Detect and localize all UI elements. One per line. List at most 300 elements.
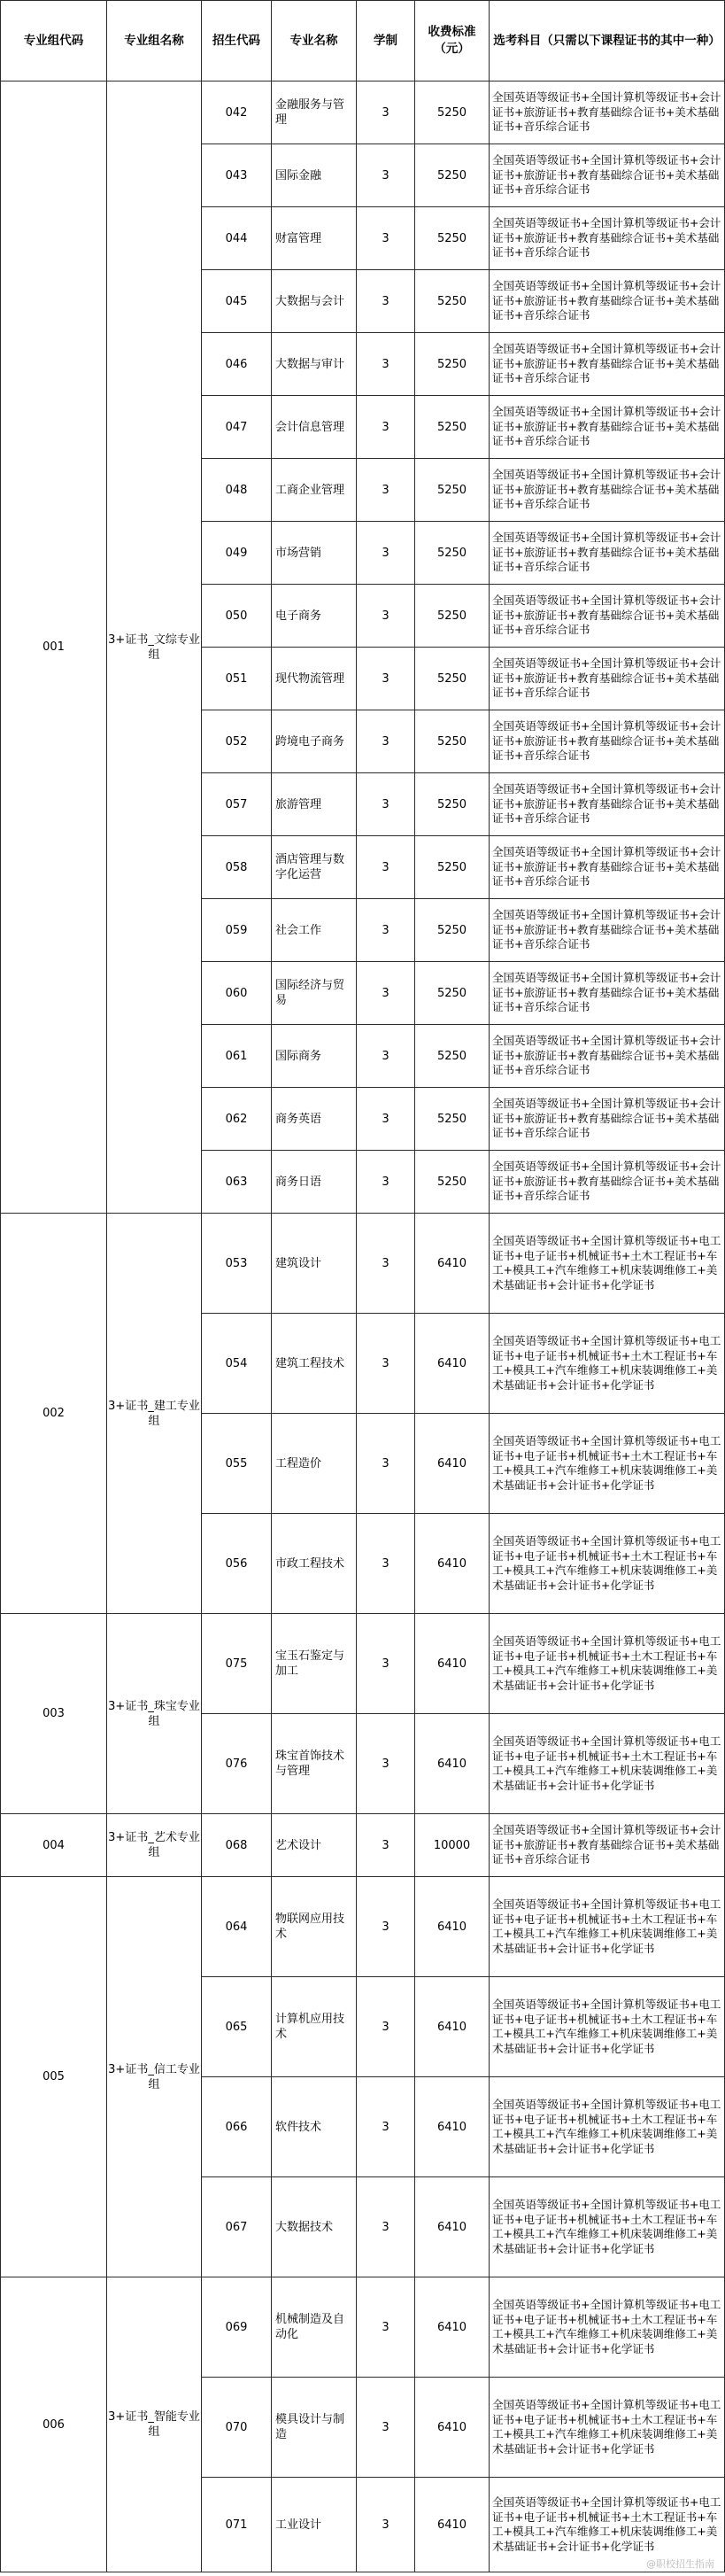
major-name-cell-text: 现代物流管理	[275, 671, 345, 686]
group-name-cell-text: 3+证书_信工专业组	[108, 2062, 200, 2091]
major-name-cell-text: 商务英语	[275, 1112, 322, 1126]
major-name-cell	[272, 773, 357, 836]
major-name-cell-text: 国际商务	[275, 1049, 322, 1063]
fee-cell-text: 5250	[436, 294, 467, 308]
subjects-cell	[490, 2177, 725, 2277]
major-name-cell	[272, 836, 357, 899]
subjects-cell-text: 全国英语等级证书+全国计算机等级证书+会计证书+旅游证书+教育基础综合证书+美术基础证书+音乐综合证书	[492, 405, 721, 448]
group-name-cell	[107, 1214, 202, 1614]
subjects-cell-text: 全国英语等级证书+全国计算机等级证书+会计证书+旅游证书+教育基础综合证书+美术基础证书+音乐综合证书	[492, 1034, 721, 1077]
subjects-cell-text: 全国英语等级证书+全国计算机等级证书+会计证书+旅游证书+教育基础综合证书+美术基础证书+音乐综合证书	[492, 279, 721, 322]
group-code-cell-text: 001	[42, 640, 65, 654]
major-code-cell-text: 044	[225, 231, 248, 245]
fee-cell-text: 6410	[436, 1757, 467, 1771]
subjects-cell	[490, 1151, 725, 1214]
duration-cell-text: 3	[382, 1456, 389, 1470]
subjects-cell	[490, 1614, 725, 1714]
subjects-cell-text: 全国英语等级证书+全国计算机等级证书+电工证书+电子证书+机械证书+土木工程证书+车工+模具工+汽车维修工+机床装调维修工+美术基础证书+会计证书+化学证书	[492, 1434, 721, 1492]
major-code-cell-text: 053	[225, 1256, 248, 1270]
fee-cell	[415, 648, 490, 710]
fee-cell-text: 5250	[436, 734, 467, 749]
fee-cell	[415, 1314, 490, 1414]
major-code-cell	[202, 2478, 272, 2572]
group-code-cell-text: 002	[42, 1407, 65, 1420]
subjects-cell	[490, 648, 725, 710]
fee-cell	[415, 1714, 490, 1814]
duration-cell	[357, 1877, 415, 1977]
duration-cell-text: 3	[382, 2120, 389, 2134]
group-name-cell	[107, 1814, 202, 1877]
header-duration-text: 学制	[374, 33, 397, 48]
duration-cell-text: 3	[382, 1356, 389, 1370]
fee-cell	[415, 2177, 490, 2277]
major-name-cell	[272, 2378, 357, 2478]
fee-cell-text: 5250	[436, 483, 467, 497]
subjects-cell-text: 全国英语等级证书+全国计算机等级证书+电工证书+电子证书+机械证书+土木工程证书+车工+模具工+汽车维修工+机床装调维修工+美术基础证书+会计证书+化学证书	[492, 1234, 721, 1292]
subjects-cell-text: 全国英语等级证书+全国计算机等级证书+会计证书+旅游证书+教育基础综合证书+美术基础证书+音乐综合证书	[492, 782, 721, 826]
fee-cell	[415, 207, 490, 270]
major-name-cell-text: 宝玉石鉴定与加工	[275, 1649, 345, 1678]
group-code-cell	[0, 1814, 107, 1877]
major-code-cell	[202, 144, 272, 207]
major-name-cell	[272, 459, 357, 522]
major-code-cell	[202, 1414, 272, 1514]
fee-cell-text: 6410	[436, 1556, 467, 1571]
fee-cell-text: 5250	[436, 231, 467, 245]
subjects-cell	[490, 333, 725, 396]
major-code-cell-text: 061	[225, 1049, 248, 1063]
subjects-cell-text: 全国英语等级证书+全国计算机等级证书+会计证书+旅游证书+教育基础综合证书+美术基础证书+音乐综合证书	[492, 656, 721, 700]
major-name-cell-text: 大数据与会计	[275, 294, 345, 308]
group-code-cell	[0, 1877, 107, 2277]
duration-cell	[357, 270, 415, 333]
major-name-cell	[272, 2077, 357, 2177]
subjects-cell-text: 全国英语等级证书+全国计算机等级证书+会计证书+旅游证书+教育基础综合证书+美术基础证书+音乐综合证书	[492, 908, 721, 951]
fee-cell	[415, 1414, 490, 1514]
duration-cell-text: 3	[382, 1757, 389, 1771]
fee-cell-text: 6410	[436, 2518, 467, 2532]
major-name-cell-text: 建筑工程技术	[275, 1356, 345, 1370]
major-name-cell	[272, 396, 357, 459]
header-duration	[357, 0, 415, 81]
duration-cell	[357, 1614, 415, 1714]
major-name-cell	[272, 899, 357, 962]
duration-cell-text: 3	[382, 923, 389, 937]
subjects-cell-text: 全国英语等级证书+全国计算机等级证书+电工证书+电子证书+机械证书+土木工程证书+车工+模具工+汽车维修工+机床装调维修工+美术基础证书+会计证书+化学证书	[492, 2398, 721, 2456]
subjects-cell	[490, 962, 725, 1025]
major-name-cell	[272, 522, 357, 585]
fee-cell-text: 5250	[436, 923, 467, 937]
group-code-cell	[0, 1614, 107, 1814]
subjects-cell	[490, 522, 725, 585]
duration-cell-text: 3	[382, 483, 389, 497]
fee-cell-text: 5250	[436, 1112, 467, 1126]
subjects-cell-text: 全国英语等级证书+全国计算机等级证书+电工证书+电子证书+机械证书+土木工程证书+车工+模具工+汽车维修工+机床装调维修工+美术基础证书+会计证书+化学证书	[492, 2495, 721, 2553]
major-name-cell-text: 珠宝首饰技术与管理	[275, 1750, 345, 1778]
fee-cell	[415, 2378, 490, 2478]
major-code-cell	[202, 2378, 272, 2478]
major-name-cell	[272, 585, 357, 648]
duration-cell-text: 3	[382, 2220, 389, 2234]
major-code-cell	[202, 270, 272, 333]
duration-cell-text: 3	[382, 986, 389, 1000]
fee-cell	[415, 2277, 490, 2378]
major-code-cell	[202, 710, 272, 773]
subjects-cell-text: 全国英语等级证书+全国计算机等级证书+会计证书+旅游证书+教育基础综合证书+美术基础证书+音乐综合证书	[492, 1097, 721, 1140]
duration-cell-text: 3	[382, 1920, 389, 1934]
subjects-cell	[490, 2378, 725, 2478]
major-code-cell	[202, 396, 272, 459]
major-name-cell-text: 市政工程技术	[275, 1556, 345, 1571]
duration-cell-text: 3	[382, 797, 389, 811]
duration-cell-text: 3	[382, 1175, 389, 1189]
fee-cell	[415, 1088, 490, 1151]
duration-cell	[357, 1714, 415, 1814]
fee-cell	[415, 585, 490, 648]
major-code-cell	[202, 1025, 272, 1088]
duration-cell-text: 3	[382, 1256, 389, 1270]
subjects-cell-text: 全国英语等级证书+全国计算机等级证书+会计证书+旅游证书+教育基础综合证书+美术基础证书+音乐综合证书	[492, 342, 721, 385]
fee-cell-text: 6410	[436, 2020, 467, 2034]
major-name-cell-text: 商务日语	[275, 1175, 322, 1189]
group-name-cell	[107, 2277, 202, 2572]
major-code-cell	[202, 1088, 272, 1151]
major-code-cell-text: 046	[225, 357, 248, 371]
subjects-cell-text: 全国英语等级证书+全国计算机等级证书+电工证书+电子证书+机械证书+土木工程证书+车工+模具工+汽车维修工+机床装调维修工+美术基础证书+会计证书+化学证书	[492, 1897, 721, 1955]
subjects-cell-text: 全国英语等级证书+全国计算机等级证书+电工证书+电子证书+机械证书+土木工程证书+车工+模具工+汽车维修工+机床装调维修工+美术基础证书+会计证书+化学证书	[492, 2198, 721, 2255]
fee-cell	[415, 270, 490, 333]
fee-cell	[415, 522, 490, 585]
duration-cell	[357, 1514, 415, 1614]
major-name-cell-text: 财富管理	[275, 231, 322, 245]
duration-cell	[357, 2378, 415, 2478]
duration-cell-text: 3	[382, 2420, 389, 2434]
subjects-cell	[490, 899, 725, 962]
subjects-cell-text: 全国英语等级证书+全国计算机等级证书+电工证书+电子证书+机械证书+土木工程证书+车工+模具工+汽车维修工+机床装调维修工+美术基础证书+会计证书+化学证书	[492, 2098, 721, 2155]
group-name-cell-text: 3+证书_艺术专业组	[108, 1831, 200, 1859]
major-name-cell-text: 建筑设计	[275, 1256, 322, 1270]
group-name-cell-text: 3+证书_智能专业组	[108, 2410, 200, 2439]
duration-cell	[357, 2277, 415, 2378]
fee-cell	[415, 1814, 490, 1877]
fee-cell-text: 6410	[436, 2420, 467, 2434]
fee-cell-text: 5250	[436, 986, 467, 1000]
major-code-cell-text: 063	[225, 1175, 248, 1189]
major-code-cell	[202, 1214, 272, 1314]
major-name-cell	[272, 1614, 357, 1714]
subjects-cell-text: 全国英语等级证书+全国计算机等级证书+电工证书+电子证书+机械证书+土木工程证书+车工+模具工+汽车维修工+机床装调维修工+美术基础证书+会计证书+化学证书	[492, 1734, 721, 1792]
major-code-cell-text: 071	[225, 2518, 248, 2532]
fee-cell	[415, 144, 490, 207]
major-name-cell	[272, 207, 357, 270]
major-name-cell-text: 艺术设计	[275, 1838, 322, 1852]
major-code-cell-text: 047	[225, 420, 248, 434]
major-name-cell-text: 物联网应用技术	[275, 1913, 345, 1941]
fee-cell-text: 5250	[436, 168, 467, 182]
header-subjects-text: 选考科目（只需以下课程证书的其中一种）	[493, 33, 721, 48]
fee-cell-text: 5250	[436, 105, 467, 120]
subjects-cell	[490, 1414, 725, 1514]
major-code-cell	[202, 836, 272, 899]
duration-cell-text: 3	[382, 1556, 389, 1571]
major-code-cell-text: 062	[225, 1112, 248, 1126]
duration-cell	[357, 1088, 415, 1151]
major-code-cell-text: 058	[225, 860, 248, 874]
subjects-cell	[490, 836, 725, 899]
major-code-cell-text: 050	[225, 609, 248, 623]
header-major-text: 专业名称	[289, 33, 338, 48]
major-name-cell-text: 国际金融	[275, 168, 322, 182]
fee-cell	[415, 1614, 490, 1714]
duration-cell-text: 3	[382, 860, 389, 874]
subjects-cell	[490, 1314, 725, 1414]
duration-cell	[357, 459, 415, 522]
major-name-cell	[272, 270, 357, 333]
header-group-name-text: 专业组名称	[124, 33, 184, 48]
duration-cell	[357, 710, 415, 773]
fee-cell	[415, 1214, 490, 1314]
duration-cell	[357, 1814, 415, 1877]
major-name-cell	[272, 81, 357, 144]
subjects-cell-text: 全国英语等级证书+全国计算机等级证书+会计证书+旅游证书+教育基础综合证书+美术基础证书+音乐综合证书	[492, 216, 721, 260]
group-code-cell	[0, 81, 107, 1214]
header-fee-text: 收费标准（元）	[428, 25, 476, 56]
major-code-cell	[202, 1514, 272, 1614]
subjects-cell	[490, 459, 725, 522]
fee-cell-text: 5250	[436, 357, 467, 371]
major-name-cell	[272, 710, 357, 773]
subjects-cell	[490, 710, 725, 773]
duration-cell	[357, 333, 415, 396]
major-code-cell	[202, 1814, 272, 1877]
major-name-cell	[272, 1814, 357, 1877]
major-code-cell-text: 051	[225, 671, 248, 686]
major-code-cell	[202, 899, 272, 962]
duration-cell-text: 3	[382, 1049, 389, 1063]
group-code-cell-text: 005	[42, 2070, 65, 2083]
major-name-cell	[272, 962, 357, 1025]
major-code-cell	[202, 2177, 272, 2277]
fee-cell-text: 10000	[433, 1838, 471, 1852]
major-name-cell-text: 金融服务与管理	[275, 98, 345, 127]
header-group-code-text: 专业组代码	[23, 33, 84, 48]
subjects-cell-text: 全国英语等级证书+全国计算机等级证书+电工证书+电子证书+机械证书+土木工程证书+车工+模具工+汽车维修工+机床装调维修工+美术基础证书+会计证书+化学证书	[492, 1334, 721, 1392]
major-name-cell	[272, 1877, 357, 1977]
subjects-cell	[490, 2077, 725, 2177]
subjects-cell	[490, 1814, 725, 1877]
major-code-cell-text: 060	[225, 986, 248, 1000]
major-code-cell	[202, 2277, 272, 2378]
fee-cell	[415, 899, 490, 962]
duration-cell-text: 3	[382, 294, 389, 308]
duration-cell-text: 3	[382, 671, 389, 686]
duration-cell	[357, 2478, 415, 2572]
duration-cell-text: 3	[382, 2020, 389, 2034]
subjects-cell	[490, 144, 725, 207]
major-name-cell	[272, 1151, 357, 1214]
major-name-cell	[272, 2177, 357, 2277]
major-name-cell-text: 计算机应用技术	[275, 2013, 345, 2041]
group-code-cell	[0, 1214, 107, 1614]
group-name-cell-text: 3+证书_建工专业组	[108, 1399, 200, 1428]
major-code-cell	[202, 1314, 272, 1414]
subjects-cell	[490, 1025, 725, 1088]
fee-cell-text: 5250	[436, 546, 467, 560]
group-name-cell	[107, 1614, 202, 1814]
major-name-cell-text: 会计信息管理	[275, 420, 345, 434]
major-code-cell-text: 043	[225, 168, 248, 182]
subjects-cell	[490, 773, 725, 836]
major-name-cell	[272, 1414, 357, 1514]
major-code-cell-text: 045	[225, 294, 248, 308]
fee-cell	[415, 1514, 490, 1614]
major-code-cell-text: 052	[225, 734, 248, 749]
fee-cell-text: 6410	[436, 2320, 467, 2334]
subjects-cell	[490, 2277, 725, 2378]
subjects-cell	[490, 1088, 725, 1151]
duration-cell	[357, 899, 415, 962]
major-name-cell-text: 工程造价	[275, 1456, 322, 1470]
fee-cell	[415, 710, 490, 773]
major-name-cell	[272, 2478, 357, 2572]
major-name-cell	[272, 1088, 357, 1151]
duration-cell	[357, 81, 415, 144]
duration-cell	[357, 396, 415, 459]
major-name-cell	[272, 2277, 357, 2378]
fee-cell	[415, 2077, 490, 2177]
major-code-cell-text: 070	[225, 2420, 248, 2434]
fee-cell	[415, 81, 490, 144]
subjects-cell	[490, 396, 725, 459]
major-code-cell	[202, 773, 272, 836]
major-code-cell	[202, 1977, 272, 2077]
major-name-cell-text: 机械制造及自动化	[275, 2313, 345, 2341]
duration-cell	[357, 1414, 415, 1514]
duration-cell	[357, 836, 415, 899]
subjects-cell	[490, 81, 725, 144]
duration-cell	[357, 1025, 415, 1088]
subjects-cell	[490, 1214, 725, 1314]
fee-cell	[415, 1151, 490, 1214]
major-code-cell	[202, 1614, 272, 1714]
major-name-cell-text: 软件技术	[275, 2120, 322, 2134]
subjects-cell	[490, 1714, 725, 1814]
duration-cell-text: 3	[382, 420, 389, 434]
duration-cell	[357, 585, 415, 648]
fee-cell-text: 6410	[436, 1920, 467, 1934]
subjects-cell-text: 全国英语等级证书+全国计算机等级证书+电工证书+电子证书+机械证书+土木工程证书+车工+模具工+汽车维修工+机床装调维修工+美术基础证书+会计证书+化学证书	[492, 1634, 721, 1692]
duration-cell-text: 3	[382, 1657, 389, 1671]
major-name-cell-text: 电子商务	[275, 609, 322, 623]
major-code-cell-text: 056	[225, 1556, 248, 1571]
duration-cell	[357, 773, 415, 836]
major-name-cell	[272, 333, 357, 396]
major-name-cell	[272, 1025, 357, 1088]
major-name-cell	[272, 1714, 357, 1814]
subjects-cell	[490, 207, 725, 270]
major-code-cell	[202, 522, 272, 585]
duration-cell-text: 3	[382, 609, 389, 623]
subjects-cell	[490, 1514, 725, 1614]
fee-cell-text: 5250	[436, 860, 467, 874]
subjects-cell-text: 全国英语等级证书+全国计算机等级证书+会计证书+旅游证书+教育基础综合证书+美术基础证书+音乐综合证书	[492, 153, 721, 197]
duration-cell-text: 3	[382, 2320, 389, 2334]
major-name-cell-text: 酒店管理与数字化运营	[275, 853, 345, 881]
fee-cell-text: 5250	[436, 797, 467, 811]
duration-cell	[357, 1314, 415, 1414]
watermark-text: @职校招生指南	[646, 2558, 714, 2570]
duration-cell-text: 3	[382, 1112, 389, 1126]
subjects-cell-text: 全国英语等级证书+全国计算机等级证书+电工证书+电子证书+机械证书+土木工程证书+车工+模具工+汽车维修工+机床装调维修工+美术基础证书+会计证书+化学证书	[492, 2298, 721, 2355]
duration-cell	[357, 1214, 415, 1314]
major-code-cell-text: 069	[225, 2320, 248, 2334]
duration-cell	[357, 1151, 415, 1214]
header-code	[202, 0, 272, 81]
subjects-cell	[490, 1977, 725, 2077]
duration-cell-text: 3	[382, 734, 389, 749]
major-code-cell-text: 059	[225, 923, 248, 937]
major-code-cell-text: 049	[225, 546, 248, 560]
duration-cell	[357, 144, 415, 207]
major-code-cell	[202, 459, 272, 522]
major-name-cell-text: 模具设计与制造	[275, 2413, 345, 2441]
duration-cell	[357, 522, 415, 585]
subjects-cell-text: 全国英语等级证书+全国计算机等级证书+会计证书+旅游证书+教育基础综合证书+美术基础证书+音乐综合证书	[492, 531, 721, 574]
major-name-cell-text: 国际经济与贸易	[275, 979, 345, 1007]
duration-cell	[357, 207, 415, 270]
major-code-cell-text: 057	[225, 797, 248, 811]
major-code-cell-text: 076	[225, 1757, 248, 1771]
major-name-cell-text: 社会工作	[275, 923, 322, 937]
major-name-cell-text: 工商企业管理	[275, 483, 345, 497]
fee-cell	[415, 1877, 490, 1977]
subjects-cell	[490, 270, 725, 333]
major-code-cell-text: 064	[225, 1920, 248, 1934]
major-name-cell	[272, 1514, 357, 1614]
duration-cell	[357, 2077, 415, 2177]
major-code-cell-text: 066	[225, 2120, 248, 2134]
major-code-cell	[202, 207, 272, 270]
subjects-cell-text: 全国英语等级证书+全国计算机等级证书+电工证书+电子证书+机械证书+土木工程证书+车工+模具工+汽车维修工+机床装调维修工+美术基础证书+会计证书+化学证书	[492, 1534, 721, 1592]
subjects-cell-text: 全国英语等级证书+全国计算机等级证书+会计证书+旅游证书+教育基础综合证书+美术基础证书+音乐综合证书	[492, 1823, 721, 1866]
major-code-cell-text: 054	[225, 1356, 248, 1370]
header-code-text: 招生代码	[212, 33, 260, 48]
subjects-cell-text: 全国英语等级证书+全国计算机等级证书+电工证书+电子证书+机械证书+土木工程证书+车工+模具工+汽车维修工+机床装调维修工+美术基础证书+会计证书+化学证书	[492, 1998, 721, 2055]
duration-cell-text: 3	[382, 546, 389, 560]
major-code-cell-text: 075	[225, 1657, 248, 1671]
subjects-cell-text: 全国英语等级证书+全国计算机等级证书+会计证书+旅游证书+教育基础综合证书+美术基础证书+音乐综合证书	[492, 845, 721, 888]
fee-cell	[415, 836, 490, 899]
fee-cell	[415, 1977, 490, 2077]
major-name-cell	[272, 144, 357, 207]
duration-cell-text: 3	[382, 2518, 389, 2532]
duration-cell-text: 3	[382, 231, 389, 245]
fee-cell-text: 5250	[436, 609, 467, 623]
major-code-cell-text: 055	[225, 1456, 248, 1470]
group-name-cell-text: 3+证书_文综专业组	[108, 632, 200, 662]
subjects-cell	[490, 1877, 725, 1977]
fee-cell-text: 6410	[436, 1256, 467, 1270]
header-group-name	[107, 0, 202, 81]
fee-cell	[415, 459, 490, 522]
subjects-cell-text: 全国英语等级证书+全国计算机等级证书+会计证书+旅游证书+教育基础综合证书+美术基础证书+音乐综合证书	[492, 594, 721, 637]
fee-cell-text: 5250	[436, 1049, 467, 1063]
duration-cell-text: 3	[382, 168, 389, 182]
subjects-cell-text: 全国英语等级证书+全国计算机等级证书+会计证书+旅游证书+教育基础综合证书+美术基础证书+音乐综合证书	[492, 1160, 721, 1203]
major-name-cell-text: 市场营销	[275, 546, 322, 560]
major-code-cell-text: 067	[225, 2220, 248, 2234]
group-name-cell-text: 3+证书_珠宝专业组	[108, 1699, 200, 1728]
